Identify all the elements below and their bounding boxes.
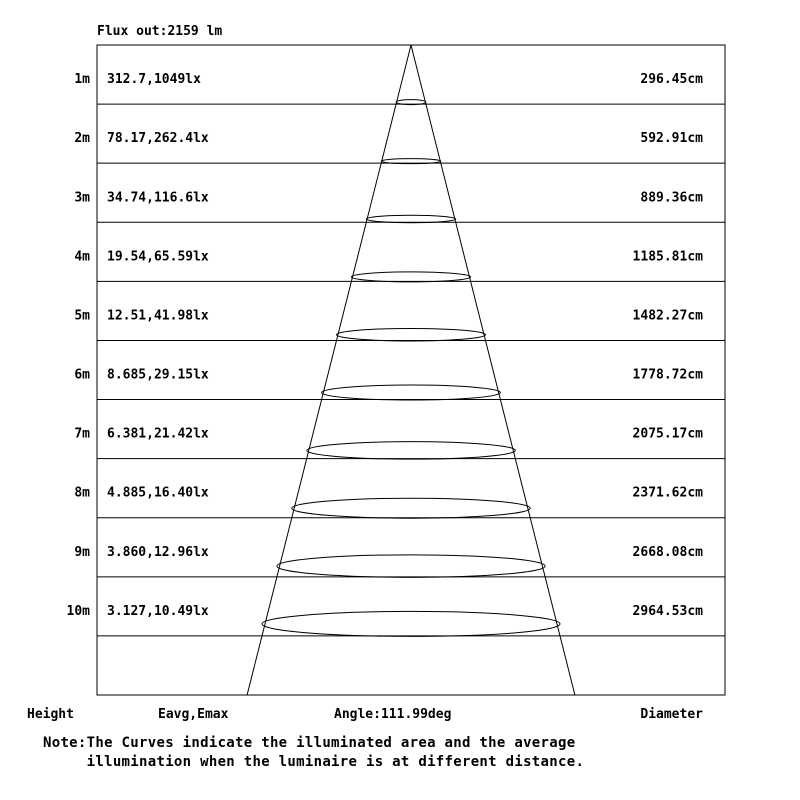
- diameter-label: 2371.62cm: [632, 485, 703, 501]
- illuminated-area-ellipse: [277, 555, 545, 578]
- diameter-label: 592.91cm: [640, 131, 703, 147]
- flux-label: Flux out:2159 lm: [97, 24, 223, 39]
- height-label: 5m: [74, 308, 90, 324]
- height-label: 4m: [74, 249, 90, 265]
- illuminance-label: 4.885,16.40lx: [107, 485, 209, 501]
- footer-height-label: Height: [27, 707, 74, 722]
- note-line-2: illumination when the luminaire is at different distance.: [43, 754, 585, 770]
- illuminance-label: 12.51,41.98lx: [107, 308, 209, 324]
- illuminance-label: 78.17,262.4lx: [107, 131, 209, 147]
- illuminance-label: 8.685,29.15lx: [107, 367, 209, 383]
- height-label: 7m: [74, 426, 90, 442]
- illuminated-area-ellipse: [292, 498, 530, 518]
- footer-eavg-emax-label: Eavg,Emax: [158, 707, 229, 722]
- illuminated-area-ellipse: [366, 215, 455, 223]
- diameter-label: 1778.72cm: [632, 367, 703, 383]
- illuminated-area-ellipse: [307, 442, 516, 460]
- illuminated-area-ellipse: [262, 611, 560, 636]
- diameter-label: 889.36cm: [640, 190, 703, 206]
- illuminance-label: 3.127,10.49lx: [107, 603, 209, 619]
- illuminance-label: 19.54,65.59lx: [107, 249, 209, 265]
- diameter-label: 2075.17cm: [632, 426, 703, 442]
- illuminance-label: 6.381,21.42lx: [107, 426, 209, 442]
- height-label: 1m: [74, 72, 90, 88]
- footer-angle-label: Angle:111.99deg: [334, 707, 452, 722]
- height-label: 8m: [74, 485, 90, 501]
- height-label: 2m: [74, 131, 90, 147]
- diameter-label: 296.45cm: [640, 72, 703, 88]
- note-text: [43, 734, 584, 772]
- beam-cone: [247, 45, 575, 695]
- beam-edge-left: [247, 45, 411, 695]
- height-label: 6m: [74, 367, 90, 383]
- diameter-label: 2668.08cm: [632, 544, 703, 560]
- height-label: 3m: [74, 190, 90, 206]
- beam-edge-right: [411, 45, 575, 695]
- footer-diameter-label: Diameter: [640, 707, 703, 722]
- diameter-label: 2964.53cm: [632, 603, 703, 619]
- diameter-label: 1185.81cm: [632, 249, 703, 265]
- row-labels: [67, 72, 704, 619]
- illuminated-area-ellipse: [322, 385, 501, 400]
- height-label: 10m: [66, 603, 90, 619]
- illuminance-label: 34.74,116.6lx: [107, 190, 209, 206]
- height-label: 9m: [74, 544, 90, 560]
- diameter-label: 1482.27cm: [632, 308, 703, 324]
- note-line-1: Note:The Curves indicate the illuminated area and the average: [43, 735, 576, 751]
- illuminance-label: 3.860,12.96lx: [107, 544, 209, 560]
- illuminated-area-ellipse: [337, 328, 486, 341]
- illuminance-label: 312.7,1049lx: [107, 72, 201, 88]
- illuminated-area-ellipse: [351, 272, 470, 282]
